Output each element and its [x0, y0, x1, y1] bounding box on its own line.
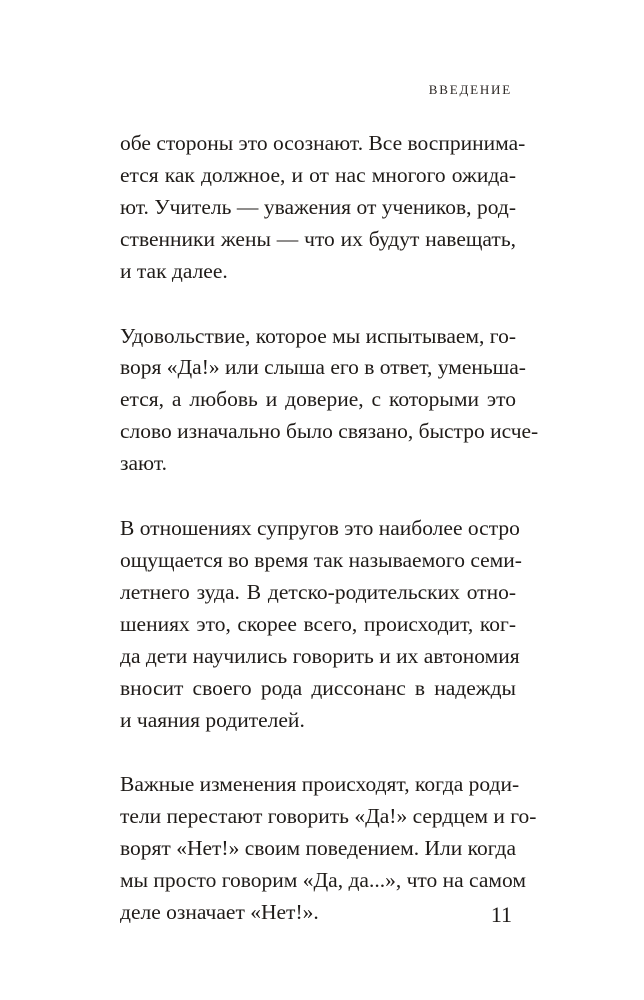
- text-line: воря «Да!» или слыша его в ответ, уменьша-: [120, 355, 526, 380]
- text-line: обе стороны это осознают. Все воспринима-: [120, 131, 526, 155]
- text-line: слово изначально было связано, быстро исче-: [120, 419, 539, 444]
- text-line: тели перестают говорить «Да!» сердцем и го-: [120, 804, 537, 829]
- text-line: ется как должное, и от нас многого ожида-: [120, 162, 516, 187]
- text-line: В отношениях супругов это наиболее остро: [120, 516, 520, 541]
- text-line: зают.: [120, 451, 167, 476]
- paragraph-4: [120, 769, 537, 929]
- text-line: ощущается во время так называемого семи-: [120, 547, 522, 572]
- text-line: деле означает «Нет!».: [120, 900, 319, 925]
- text-line: и чаяния родителей.: [120, 707, 305, 732]
- body-text: [120, 128, 539, 962]
- text-line: мы просто говорим «Да, да...», что на самом: [120, 868, 526, 893]
- paragraph-3: [120, 513, 522, 736]
- text-line: Важные изменения происходят, когда роди-: [120, 772, 520, 797]
- text-line: ется, а любовь и доверие, с которыми это: [120, 387, 516, 412]
- text-line: да дети научились говорить и их автономия: [120, 643, 520, 668]
- text-line: ственники жены — что их будут навещать,: [120, 226, 516, 251]
- paragraph-1: [120, 128, 526, 288]
- paragraph-2: [120, 321, 539, 481]
- text-line: Удовольствие, которое мы испытываем, го-: [120, 323, 516, 348]
- page-number: 11: [490, 902, 512, 927]
- text-line: и так далее.: [120, 258, 228, 283]
- text-line: шениях это, скорее всего, происходит, ког-: [120, 611, 516, 636]
- text-line: ют. Учитель — уважения от учеников, род-: [120, 194, 516, 219]
- running-head: ВВЕДЕНИЕ: [428, 82, 512, 97]
- text-line: ворят «Нет!» своим поведением. Или когда: [120, 836, 516, 861]
- text-line: вносит своего рода диссонанс в надежды: [120, 675, 516, 700]
- text-line: летнего зуда. В детско-родительских отно-: [120, 579, 516, 604]
